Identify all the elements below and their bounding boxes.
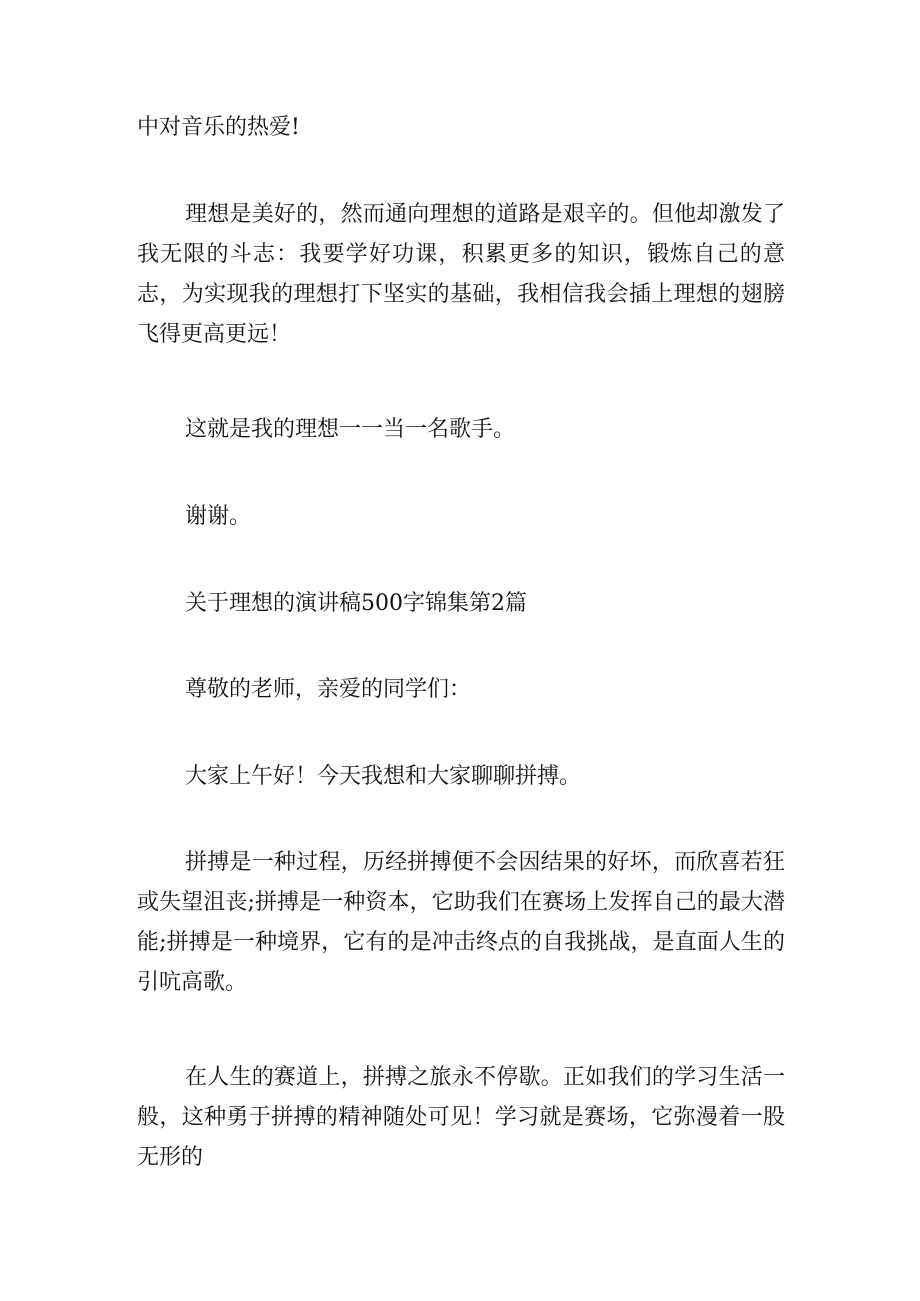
paragraph-race: 在人生的赛道上，拼搏之旅永不停歇。正如我们的学习生活一般，这种勇于拼搏的精神随处可见！学习就是赛场，它弥漫着一股无形的 bbox=[137, 1065, 785, 1170]
paragraph-intro: 大家上午好！今天我想和大家聊聊拼搏。 bbox=[185, 764, 582, 789]
paragraph-thanks: 谢谢。 bbox=[185, 504, 252, 529]
paragraph-continuation: 中对音乐的热爱! bbox=[137, 115, 300, 140]
paragraph-singer: 这就是我的理想一一当一名歌手。 bbox=[185, 417, 516, 442]
paragraph-ideal-hardship: 理想是美好的，然而通向理想的道路是艰辛的。但他却激发了我无限的斗志：我要学好功课，积累更多的知识，锻炼自己的意志，为实现我的理想打下坚实的基础，我相信我会插上理想的翅膀飞得更高更远！ bbox=[137, 202, 785, 347]
paragraph-greeting: 尊敬的老师，亲爱的同学们： bbox=[185, 677, 472, 702]
section-heading: 关于理想的演讲稿500字锦集第2篇 bbox=[185, 591, 527, 616]
paragraph-striving: 拼搏是一种过程，历经拼搏便不会因结果的好坏，而欣喜若狂或失望沮丧;拼搏是一种资本，它助我们在赛场上发挥自己的最大潜能;拼搏是一种境界，它有的是冲击终点的自我挑战，是直面人生的引吭高歌。 bbox=[137, 850, 785, 995]
